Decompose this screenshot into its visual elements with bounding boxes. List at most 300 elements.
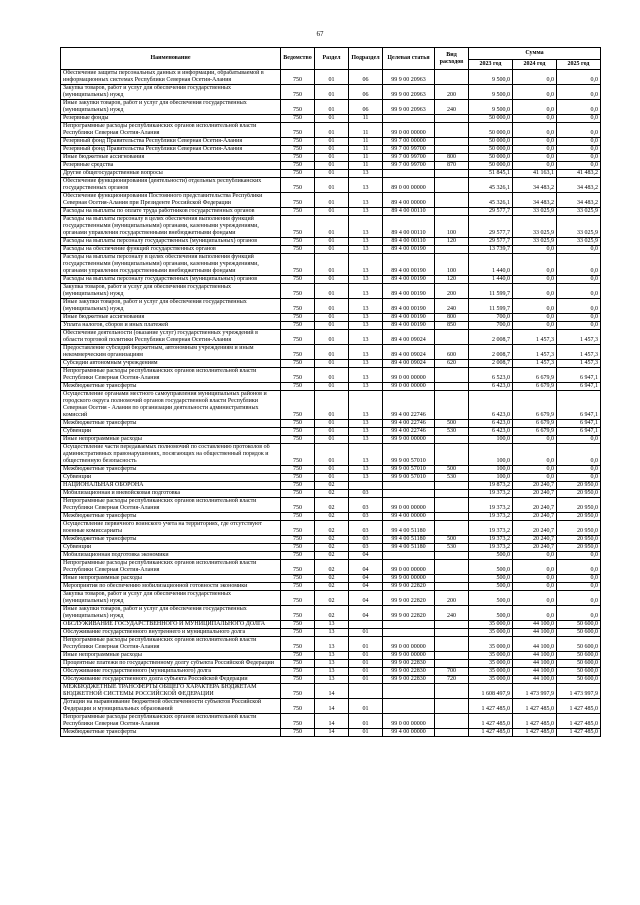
row-vedomstvo: 750	[281, 583, 315, 591]
row-razdel: 01	[315, 100, 349, 115]
row-vid	[435, 383, 469, 391]
row-vedomstvo: 750	[281, 391, 315, 420]
row-target: 89 4 00 00110	[383, 216, 435, 238]
row-name: Иные бюджетные ассигнования	[61, 154, 281, 162]
row-vedomstvo: 750	[281, 591, 315, 606]
row-razdel: 01	[315, 284, 349, 299]
row-vedomstvo: 750	[281, 170, 315, 178]
row-sum-2024: 33 025,9	[513, 238, 557, 246]
table-row	[61, 660, 601, 668]
row-target: 89 4 00 00110	[383, 208, 435, 216]
row-vedomstvo: 750	[281, 560, 315, 575]
row-target: 89 4 00 09024	[383, 360, 435, 368]
table-row	[61, 714, 601, 729]
row-vedomstvo: 750	[281, 383, 315, 391]
row-sum-2023: 11 599,7	[469, 284, 513, 299]
row-name: Расходы на выплаты персоналу в целях обеспечения выполнения функций государственными (муниципальными) органами, казенными учреждениями, органами управления государственными внебюджетными фондами	[61, 216, 281, 238]
row-vedomstvo: 750	[281, 552, 315, 560]
row-sum-2025: 33 025,9	[557, 238, 601, 246]
row-name: Непрограммные расходы республиканских органов исполнительной власти Республики Северная Осетия-Алания	[61, 498, 281, 513]
row-vedomstvo: 750	[281, 100, 315, 115]
row-vid	[435, 660, 469, 668]
row-target: 99 9 00 22820	[383, 591, 435, 606]
row-sum-2023: 35 000,0	[469, 621, 513, 629]
row-name: ОБСЛУЖИВАНИЕ ГОСУДАРСТВЕННОГО И МУНИЦИПАЛЬНОГО ДОЛГА	[61, 621, 281, 629]
row-sum-2025: 0,0	[557, 138, 601, 146]
row-sum-2024: 0,0	[513, 560, 557, 575]
row-podrazdel: 13	[349, 360, 383, 368]
row-sum-2024: 6 679,9	[513, 391, 557, 420]
row-name: МЕЖБЮДЖЕТНЫЕ ТРАНСФЕРТЫ ОБЩЕГО ХАРАКТЕРА БЮДЖЕТАМ БЮДЖЕТНОЙ СИСТЕМЫ РОССИЙСКОЙ ФЕДЕРАЦИИ	[61, 684, 281, 699]
row-sum-2025: 0,0	[557, 591, 601, 606]
table-row	[61, 100, 601, 115]
table-row	[61, 490, 601, 498]
row-vid	[435, 123, 469, 138]
row-target: 89 4 00 00190	[383, 299, 435, 314]
row-razdel: 02	[315, 552, 349, 560]
row-podrazdel	[349, 684, 383, 699]
row-vid: 120	[435, 238, 469, 246]
row-sum-2024: 0,0	[513, 123, 557, 138]
row-vid: 240	[435, 299, 469, 314]
row-name: НАЦИОНАЛЬНАЯ ОБОРОНА	[61, 482, 281, 490]
table-row	[61, 138, 601, 146]
row-target: 89 4 00 00190	[383, 322, 435, 330]
row-podrazdel: 13	[349, 330, 383, 345]
row-target: 99 9 00 00000	[383, 575, 435, 583]
row-name: Осуществление первичного воинского учета на территориях, где отсутствуют военные комиссариаты	[61, 521, 281, 536]
row-sum-2025: 50 600,0	[557, 668, 601, 676]
table-row	[61, 146, 601, 154]
row-sum-2025: 0,0	[557, 276, 601, 284]
row-sum-2024: 0,0	[513, 591, 557, 606]
row-razdel: 01	[315, 208, 349, 216]
row-sum-2024: 6 679,9	[513, 383, 557, 391]
row-razdel: 01	[315, 138, 349, 146]
row-podrazdel: 01	[349, 714, 383, 729]
row-target: 99 0 00 00000	[383, 498, 435, 513]
row-name: Непрограммные расходы республиканских органов исполнительной власти Республики Северная Осетия-Алания	[61, 368, 281, 383]
row-razdel: 02	[315, 498, 349, 513]
row-vid	[435, 70, 469, 85]
row-target: 99 9 00 57010	[383, 466, 435, 474]
row-vid	[435, 637, 469, 652]
row-vedomstvo: 750	[281, 238, 315, 246]
table-row	[61, 606, 601, 621]
row-sum-2024: 44 100,0	[513, 660, 557, 668]
row-vedomstvo: 750	[281, 575, 315, 583]
row-vedomstvo: 750	[281, 216, 315, 238]
row-razdel: 13	[315, 621, 349, 629]
row-podrazdel: 01	[349, 637, 383, 652]
row-target: 99 7 00 99700	[383, 146, 435, 154]
row-vid	[435, 652, 469, 660]
row-vid	[435, 621, 469, 629]
row-sum-2024: 34 483,2	[513, 193, 557, 208]
row-sum-2024: 0,0	[513, 254, 557, 276]
row-razdel: 02	[315, 536, 349, 544]
row-name: Обслуживание государственного (муниципального) долга	[61, 668, 281, 676]
row-podrazdel: 13	[349, 436, 383, 444]
row-sum-2024: 20 240,7	[513, 544, 557, 552]
row-sum-2024: 0,0	[513, 474, 557, 482]
table-row	[61, 699, 601, 714]
row-podrazdel: 13	[349, 391, 383, 420]
row-sum-2023: 500,0	[469, 591, 513, 606]
row-sum-2024: 0,0	[513, 299, 557, 314]
row-sum-2025: 0,0	[557, 552, 601, 560]
table-row	[61, 123, 601, 138]
row-razdel: 13	[315, 676, 349, 684]
row-name: Процентные платежи по государственному долгу субъекта Российской Федерации	[61, 660, 281, 668]
table-row	[61, 428, 601, 436]
table-row	[61, 420, 601, 428]
row-sum-2024: 6 679,9	[513, 368, 557, 383]
row-razdel: 01	[315, 162, 349, 170]
row-name: Иные непрограммные расходы	[61, 652, 281, 660]
row-podrazdel: 03	[349, 544, 383, 552]
row-target: 99 4 00 22746	[383, 420, 435, 428]
row-sum-2023: 9 500,0	[469, 85, 513, 100]
row-sum-2023: 50 000,0	[469, 162, 513, 170]
table-row	[61, 368, 601, 383]
row-name: Мобилизационная и вневойсковая подготовка	[61, 490, 281, 498]
row-sum-2024: 0,0	[513, 322, 557, 330]
row-razdel: 01	[315, 216, 349, 238]
row-vedomstvo: 750	[281, 322, 315, 330]
table-row	[61, 552, 601, 560]
row-sum-2024: 0,0	[513, 444, 557, 466]
row-vid	[435, 330, 469, 345]
page-number: 67	[316, 30, 324, 38]
row-sum-2023: 100,0	[469, 444, 513, 466]
row-target: 89 4 00 00190	[383, 276, 435, 284]
row-podrazdel: 13	[349, 284, 383, 299]
row-target: 99 9 00 20963	[383, 100, 435, 115]
row-sum-2023: 6 423,0	[469, 383, 513, 391]
row-razdel: 01	[315, 146, 349, 154]
row-target	[383, 699, 435, 714]
row-target: 89 4 00 09024	[383, 330, 435, 345]
row-podrazdel: 04	[349, 575, 383, 583]
row-podrazdel: 01	[349, 699, 383, 714]
table-row	[61, 536, 601, 544]
row-sum-2024: 0,0	[513, 100, 557, 115]
row-razdel: 01	[315, 85, 349, 100]
row-name: Иные закупки товаров, работ и услуг для обеспечения государственных (муниципальных) нужд	[61, 299, 281, 314]
row-razdel: 01	[315, 276, 349, 284]
table-row	[61, 299, 601, 314]
row-name: Обслуживание государственного внутреннего и муниципального долга	[61, 629, 281, 637]
row-razdel: 01	[315, 383, 349, 391]
row-vedomstvo: 750	[281, 428, 315, 436]
row-vedomstvo: 750	[281, 544, 315, 552]
table-row	[61, 521, 601, 536]
row-podrazdel: 11	[349, 146, 383, 154]
table-row	[61, 560, 601, 575]
row-sum-2023: 19 373,2	[469, 536, 513, 544]
table-row	[61, 70, 601, 85]
row-sum-2023: 19 373,2	[469, 498, 513, 513]
row-vedomstvo: 750	[281, 208, 315, 216]
row-sum-2025: 50 600,0	[557, 676, 601, 684]
row-sum-2023: 100,0	[469, 466, 513, 474]
row-sum-2023: 19 373,2	[469, 544, 513, 552]
row-sum-2025: 1 457,3	[557, 360, 601, 368]
row-vid: 100	[435, 216, 469, 238]
row-name: Непрограммные расходы республиканских органов исполнительной власти Республики Северная Осетия-Алания	[61, 123, 281, 138]
row-sum-2023: 6 523,0	[469, 368, 513, 383]
row-target: 99 9 00 22830	[383, 660, 435, 668]
row-vid: 240	[435, 100, 469, 115]
row-podrazdel: 04	[349, 552, 383, 560]
row-vedomstvo: 750	[281, 466, 315, 474]
row-target: 99 4 00 22746	[383, 391, 435, 420]
row-sum-2024: 0,0	[513, 575, 557, 583]
row-vid: 100	[435, 254, 469, 276]
row-vedomstvo: 750	[281, 621, 315, 629]
row-sum-2024: 0,0	[513, 154, 557, 162]
row-vid	[435, 246, 469, 254]
row-razdel: 02	[315, 544, 349, 552]
row-vedomstvo: 750	[281, 246, 315, 254]
row-name: Обеспечение деятельности (оказание услуг) государственных учреждений в области торговой политики Республики Северная Осетия-Алания	[61, 330, 281, 345]
row-sum-2025: 0,0	[557, 162, 601, 170]
row-podrazdel: 13	[349, 276, 383, 284]
row-razdel: 01	[315, 299, 349, 314]
row-name: Обеспечение функционирования (деятельности) отдельных республиканских государственных органов	[61, 178, 281, 193]
row-sum-2025: 20 950,0	[557, 498, 601, 513]
table-row	[61, 498, 601, 513]
row-sum-2023: 1 608 497,9	[469, 684, 513, 699]
row-sum-2024: 20 240,7	[513, 490, 557, 498]
row-sum-2024: 0,0	[513, 436, 557, 444]
row-sum-2025: 1 427 485,0	[557, 729, 601, 737]
row-sum-2024: 0,0	[513, 552, 557, 560]
row-vid	[435, 490, 469, 498]
row-razdel: 13	[315, 668, 349, 676]
row-vedomstvo: 750	[281, 536, 315, 544]
row-vid	[435, 714, 469, 729]
row-vedomstvo: 750	[281, 345, 315, 360]
table-row	[61, 360, 601, 368]
row-razdel: 01	[315, 238, 349, 246]
row-name: Межбюджетные трансферты	[61, 513, 281, 521]
row-target: 99 4 00 51180	[383, 521, 435, 536]
row-vedomstvo: 750	[281, 330, 315, 345]
row-vedomstvo: 750	[281, 254, 315, 276]
row-vedomstvo: 750	[281, 699, 315, 714]
row-podrazdel: 11	[349, 123, 383, 138]
table-row	[61, 544, 601, 552]
row-name: Межбюджетные трансферты	[61, 420, 281, 428]
row-razdel: 13	[315, 660, 349, 668]
table-row	[61, 115, 601, 123]
row-vedomstvo: 750	[281, 498, 315, 513]
row-podrazdel	[349, 482, 383, 490]
row-razdel: 01	[315, 322, 349, 330]
row-vedomstvo: 750	[281, 162, 315, 170]
row-vid: 500	[435, 536, 469, 544]
row-name: Расходы на выплаты персоналу в целях обеспечения выполнения функций государственными (муниципальными) органами, казенными учреждениями, органами управления государственными внебюджетными фондами	[61, 254, 281, 276]
row-vid	[435, 138, 469, 146]
row-vid: 200	[435, 85, 469, 100]
row-razdel: 01	[315, 474, 349, 482]
row-sum-2025: 0,0	[557, 284, 601, 299]
row-razdel: 02	[315, 513, 349, 521]
row-podrazdel: 13	[349, 466, 383, 474]
row-name: Резервный фонд Правительства Республики Северная Осетия-Алания	[61, 138, 281, 146]
row-target: 99 0 00 00000	[383, 637, 435, 652]
row-vid	[435, 583, 469, 591]
header-summa: Сумма	[469, 48, 601, 60]
row-razdel: 01	[315, 123, 349, 138]
row-sum-2025: 0,0	[557, 85, 601, 100]
row-podrazdel: 13	[349, 246, 383, 254]
row-razdel: 02	[315, 575, 349, 583]
row-name: Расходы на выплаты по оплате труда работников государственных органов	[61, 208, 281, 216]
row-name: Непрограммные расходы республиканских органов исполнительной власти Республики Северная Осетия-Алания	[61, 560, 281, 575]
row-name: Обслуживание государственного долга субъекта Российской Федерации	[61, 676, 281, 684]
row-sum-2024: 1 427 485,0	[513, 729, 557, 737]
row-sum-2024: 20 240,7	[513, 513, 557, 521]
table-row	[61, 238, 601, 246]
row-podrazdel: 13	[349, 178, 383, 193]
row-podrazdel: 13	[349, 383, 383, 391]
row-sum-2023: 35 000,0	[469, 629, 513, 637]
row-sum-2025: 20 950,0	[557, 536, 601, 544]
row-podrazdel: 01	[349, 629, 383, 637]
row-target: 89 4 00 00110	[383, 238, 435, 246]
row-vedomstvo: 750	[281, 490, 315, 498]
row-target: 99 9 00 22820	[383, 606, 435, 621]
row-name: Закупка товаров, работ и услуг для обеспечения государственных (муниципальных) нужд	[61, 85, 281, 100]
row-razdel: 01	[315, 360, 349, 368]
row-razdel: 02	[315, 606, 349, 621]
row-vedomstvo: 750	[281, 474, 315, 482]
row-razdel: 01	[315, 178, 349, 193]
row-sum-2023: 35 000,0	[469, 660, 513, 668]
row-vid: 500	[435, 466, 469, 474]
row-podrazdel: 13	[349, 170, 383, 178]
row-podrazdel: 01	[349, 729, 383, 737]
row-target	[383, 621, 435, 629]
row-target: 99 4 00 00000	[383, 729, 435, 737]
row-razdel: 13	[315, 652, 349, 660]
table-row	[61, 575, 601, 583]
row-razdel: 01	[315, 345, 349, 360]
table-row	[61, 729, 601, 737]
row-target: 89 4 00 00190	[383, 314, 435, 322]
row-sum-2025: 20 950,0	[557, 482, 601, 490]
row-sum-2025: 6 947,1	[557, 383, 601, 391]
row-target: 99 9 00 22820	[383, 583, 435, 591]
row-podrazdel: 13	[349, 254, 383, 276]
row-vedomstvo: 750	[281, 146, 315, 154]
row-vid: 800	[435, 314, 469, 322]
row-name: Обеспечение функционирования Постоянного представительства Республики Северная Осетия-Алания при Президенте Российской Федерации	[61, 193, 281, 208]
row-target: 99 0 00 00000	[383, 714, 435, 729]
row-vid	[435, 436, 469, 444]
row-sum-2023: 500,0	[469, 552, 513, 560]
row-name: Расходы на выплаты персоналу государственных (муниципальных) органов	[61, 276, 281, 284]
row-podrazdel: 06	[349, 100, 383, 115]
row-name: Субвенции	[61, 428, 281, 436]
row-razdel: 14	[315, 729, 349, 737]
row-razdel: 14	[315, 684, 349, 699]
row-vid: 200	[435, 591, 469, 606]
row-vid	[435, 513, 469, 521]
row-vedomstvo: 750	[281, 444, 315, 466]
row-sum-2025: 34 483,2	[557, 193, 601, 208]
row-target: 99 4 00 51180	[383, 544, 435, 552]
row-vid	[435, 115, 469, 123]
row-vedomstvo: 750	[281, 482, 315, 490]
row-vedomstvo: 750	[281, 637, 315, 652]
row-sum-2023: 19 373,2	[469, 490, 513, 498]
row-sum-2025: 1 427 485,0	[557, 699, 601, 714]
row-target: 99 7 00 99700	[383, 154, 435, 162]
row-sum-2023: 1 440,0	[469, 254, 513, 276]
row-name: Иные закупки товаров, работ и услуг для обеспечения государственных (муниципальных) нужд	[61, 100, 281, 115]
row-target: 89 4 00 09024	[383, 345, 435, 360]
row-sum-2023: 500,0	[469, 560, 513, 575]
row-sum-2024: 0,0	[513, 70, 557, 85]
row-name: Резервные фонды	[61, 115, 281, 123]
row-sum-2024: 0,0	[513, 314, 557, 322]
row-vedomstvo: 750	[281, 115, 315, 123]
table-row	[61, 676, 601, 684]
row-sum-2025: 0,0	[557, 575, 601, 583]
row-sum-2023: 51 845,1	[469, 170, 513, 178]
row-vid: 240	[435, 606, 469, 621]
row-podrazdel: 03	[349, 521, 383, 536]
row-razdel: 02	[315, 591, 349, 606]
row-sum-2023: 1 427 485,0	[469, 714, 513, 729]
row-sum-2024: 34 483,2	[513, 178, 557, 193]
row-sum-2024: 0,0	[513, 276, 557, 284]
row-podrazdel: 03	[349, 536, 383, 544]
row-vedomstvo: 750	[281, 85, 315, 100]
row-razdel: 01	[315, 444, 349, 466]
row-sum-2025: 0,0	[557, 154, 601, 162]
row-vid: 530	[435, 428, 469, 436]
row-vedomstvo: 750	[281, 70, 315, 85]
table-row	[61, 621, 601, 629]
row-vedomstvo: 750	[281, 284, 315, 299]
row-vedomstvo: 750	[281, 193, 315, 208]
row-sum-2024: 20 240,7	[513, 536, 557, 544]
row-sum-2025: 20 950,0	[557, 544, 601, 552]
row-vedomstvo: 750	[281, 420, 315, 428]
row-sum-2025: 0,0	[557, 254, 601, 276]
row-razdel: 01	[315, 330, 349, 345]
row-sum-2024: 44 100,0	[513, 629, 557, 637]
row-name: Осуществление органами местного самоуправления муниципальных районов и городского округа полномочий органов государственной власти Республики Северная Осетия - Алания по организации деятельности административных комиссий	[61, 391, 281, 420]
row-name: Субвенции	[61, 474, 281, 482]
table-row	[61, 330, 601, 345]
row-sum-2025: 0,0	[557, 444, 601, 466]
row-vedomstvo: 750	[281, 684, 315, 699]
row-vedomstvo: 750	[281, 660, 315, 668]
row-vedomstvo: 750	[281, 368, 315, 383]
row-podrazdel: 13	[349, 216, 383, 238]
row-sum-2023: 45 326,1	[469, 178, 513, 193]
row-sum-2025: 50 600,0	[557, 637, 601, 652]
row-sum-2023: 100,0	[469, 474, 513, 482]
row-target: 89 4 00 00000	[383, 193, 435, 208]
header-2023: 2023 год	[469, 60, 513, 70]
